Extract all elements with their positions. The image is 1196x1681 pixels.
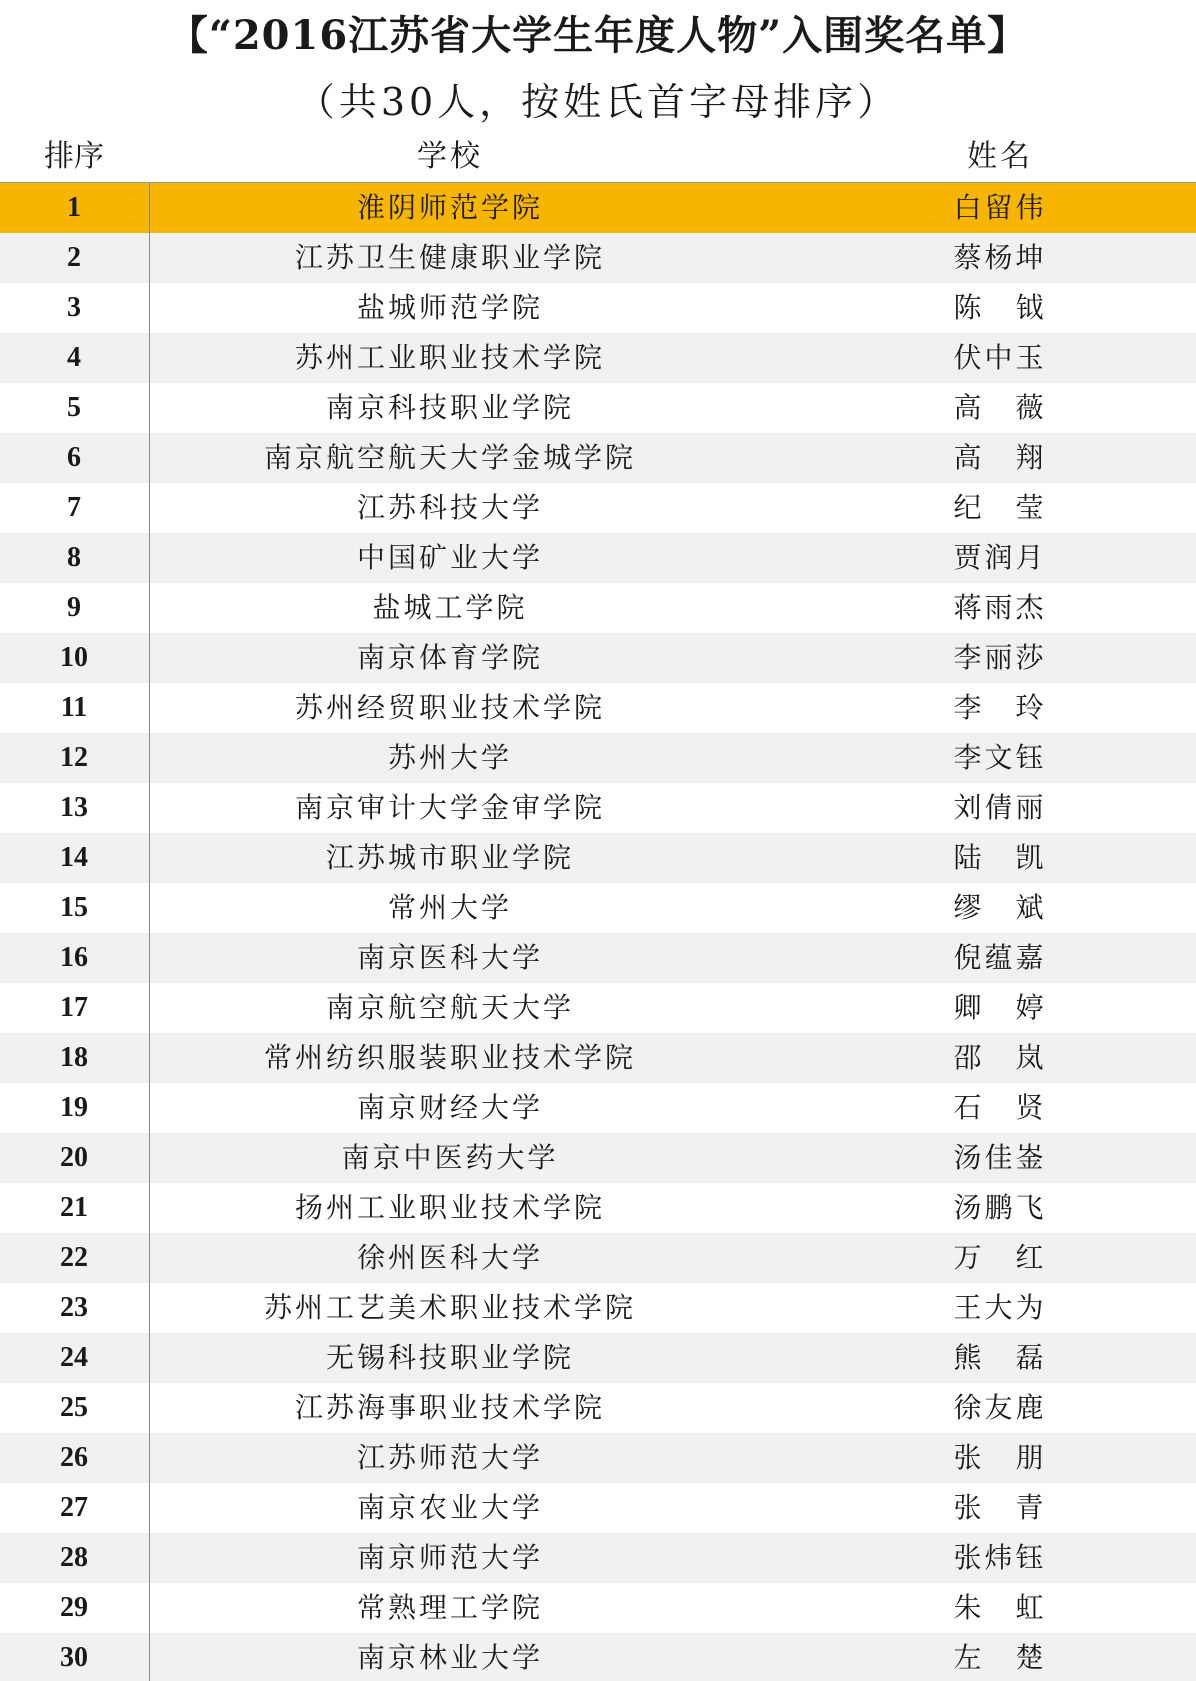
table-row [0, 1133, 1196, 1183]
school-cell: 扬州工业职业技术学院 [294, 1191, 605, 1224]
name-cell: 李 玲 [953, 691, 1047, 724]
school-cell: 江苏科技大学 [356, 491, 543, 524]
table-row [0, 1333, 1196, 1383]
rank-cell: 21 [60, 1192, 88, 1223]
rank-cell: 29 [60, 1592, 88, 1623]
name-cell: 蔡杨坤 [953, 241, 1047, 274]
name-cell: 刘倩丽 [953, 791, 1047, 824]
school-cell: 中国矿业大学 [356, 541, 543, 574]
table-row [0, 283, 1196, 333]
rank-cell: 24 [60, 1342, 88, 1373]
table-body [0, 183, 1196, 1681]
rank-cell: 13 [60, 792, 88, 823]
table-header [0, 132, 1196, 182]
column-divider [149, 183, 150, 1681]
school-cell: 南京科技职业学院 [325, 391, 574, 424]
rank-cell: 10 [60, 642, 88, 673]
name-cell: 陈 钺 [953, 291, 1047, 324]
school-cell: 江苏海事职业技术学院 [294, 1391, 605, 1424]
name-cell: 倪蕴嘉 [953, 941, 1047, 974]
rank-cell: 3 [67, 292, 81, 323]
school-cell: 盐城师范学院 [356, 291, 543, 324]
document-title: 【“2016江苏省大学生年度人物”入围奖名单】 [167, 12, 1029, 59]
school-cell: 南京体育学院 [356, 641, 543, 674]
name-cell: 万 红 [953, 1241, 1047, 1274]
rank-cell: 18 [60, 1042, 88, 1073]
school-cell: 南京林业大学 [356, 1641, 543, 1674]
table-row [0, 833, 1196, 883]
school-cell: 江苏卫生健康职业学院 [294, 241, 605, 274]
table-row [0, 783, 1196, 833]
name-cell: 汤鹏飞 [953, 1191, 1047, 1224]
school-cell: 苏州经贸职业技术学院 [294, 691, 605, 724]
rank-cell: 25 [60, 1392, 88, 1423]
school-cell: 南京审计大学金审学院 [294, 791, 605, 824]
table-row [0, 233, 1196, 283]
school-cell: 南京中医药大学 [341, 1141, 559, 1174]
name-cell: 李丽莎 [953, 641, 1047, 674]
table-row [0, 483, 1196, 533]
table-row [0, 1583, 1196, 1633]
rank-cell: 28 [60, 1542, 88, 1573]
school-cell: 南京航空航天大学 [325, 991, 574, 1024]
name-cell: 高 薇 [953, 391, 1047, 424]
name-cell: 张 朋 [953, 1441, 1047, 1474]
name-cell: 张 青 [953, 1491, 1047, 1524]
name-cell: 张炜钰 [953, 1541, 1047, 1574]
table-row [0, 1383, 1196, 1433]
table-row [0, 1533, 1196, 1583]
school-cell: 南京农业大学 [356, 1491, 543, 1524]
school-cell: 南京师范大学 [356, 1541, 543, 1574]
table-row [0, 883, 1196, 933]
name-cell: 左 楚 [953, 1641, 1047, 1674]
name-cell: 高 翔 [953, 441, 1047, 474]
name-cell: 邵 岚 [953, 1041, 1047, 1074]
header-rank: 排序 [44, 139, 104, 174]
table-row [0, 633, 1196, 683]
rank-cell: 7 [67, 492, 81, 523]
table-row [0, 1483, 1196, 1533]
school-cell: 江苏师范大学 [356, 1441, 543, 1474]
name-cell: 缪 斌 [953, 891, 1047, 924]
name-cell: 卿 婷 [953, 991, 1047, 1024]
table-row [0, 333, 1196, 383]
table-row [0, 1283, 1196, 1333]
school-cell: 江苏城市职业学院 [325, 841, 574, 874]
name-cell: 贾润月 [953, 541, 1047, 574]
school-cell: 淮阴师范学院 [356, 191, 543, 224]
rank-cell: 14 [60, 842, 88, 873]
name-cell: 汤佳崟 [953, 1141, 1047, 1174]
school-cell: 常州大学 [387, 891, 512, 924]
document-subtitle: （共30人，按姓氏首字母排序） [296, 80, 900, 124]
rank-cell: 12 [60, 742, 88, 773]
rank-cell: 5 [67, 392, 81, 423]
school-cell: 南京航空航天大学金城学院 [263, 441, 636, 474]
table-row [0, 1033, 1196, 1083]
rank-cell: 23 [60, 1292, 88, 1323]
rank-cell: 4 [67, 342, 81, 373]
name-cell: 李文钰 [953, 741, 1047, 774]
rank-cell: 11 [60, 692, 88, 723]
table-row [0, 933, 1196, 983]
rank-cell: 27 [60, 1492, 88, 1523]
school-cell: 苏州工业职业技术学院 [294, 341, 605, 374]
table-row [0, 1633, 1196, 1681]
rank-cell: 22 [60, 1242, 88, 1273]
school-cell: 南京医科大学 [356, 941, 543, 974]
rank-cell: 8 [67, 542, 81, 573]
table-row [0, 983, 1196, 1033]
table-row [0, 1233, 1196, 1283]
rank-cell: 2 [67, 242, 81, 273]
table-row [0, 1183, 1196, 1233]
rank-cell: 20 [60, 1142, 88, 1173]
table-row [0, 533, 1196, 583]
name-cell: 徐友鹿 [953, 1391, 1047, 1424]
table-row [0, 383, 1196, 433]
table-row [0, 733, 1196, 783]
rank-cell: 26 [60, 1442, 88, 1473]
name-cell: 纪 莹 [953, 491, 1047, 524]
table-row [0, 683, 1196, 733]
rank-cell: 30 [60, 1642, 88, 1673]
name-cell: 白留伟 [953, 191, 1047, 224]
rank-cell: 16 [60, 942, 88, 973]
table-row [0, 183, 1196, 233]
table-row [0, 1433, 1196, 1483]
school-cell: 徐州医科大学 [356, 1241, 543, 1274]
name-cell: 伏中玉 [953, 341, 1047, 374]
school-cell: 盐城工学院 [372, 591, 528, 624]
table-row [0, 583, 1196, 633]
school-cell: 南京财经大学 [356, 1091, 543, 1124]
rank-cell: 17 [60, 992, 88, 1023]
name-cell: 石 贤 [953, 1091, 1047, 1124]
rank-cell: 1 [67, 192, 81, 223]
name-cell: 熊 磊 [953, 1341, 1047, 1374]
header-name: 姓名 [967, 139, 1033, 174]
school-cell: 无锡科技职业学院 [325, 1341, 574, 1374]
school-cell: 苏州工艺美术职业技术学院 [263, 1291, 636, 1324]
school-cell: 常熟理工学院 [356, 1591, 543, 1624]
rank-cell: 9 [67, 592, 81, 623]
name-cell: 陆 凯 [953, 841, 1047, 874]
name-cell: 朱 虹 [953, 1591, 1047, 1624]
rank-cell: 6 [67, 442, 81, 473]
name-cell: 王大为 [953, 1291, 1047, 1324]
rank-cell: 19 [60, 1092, 88, 1123]
rank-cell: 15 [60, 892, 88, 923]
name-cell: 蒋雨杰 [953, 591, 1047, 624]
table-row [0, 433, 1196, 483]
header-school: 学校 [417, 139, 483, 174]
school-cell: 常州纺织服装职业技术学院 [263, 1041, 636, 1074]
school-cell: 苏州大学 [387, 741, 512, 774]
table-row [0, 1083, 1196, 1133]
